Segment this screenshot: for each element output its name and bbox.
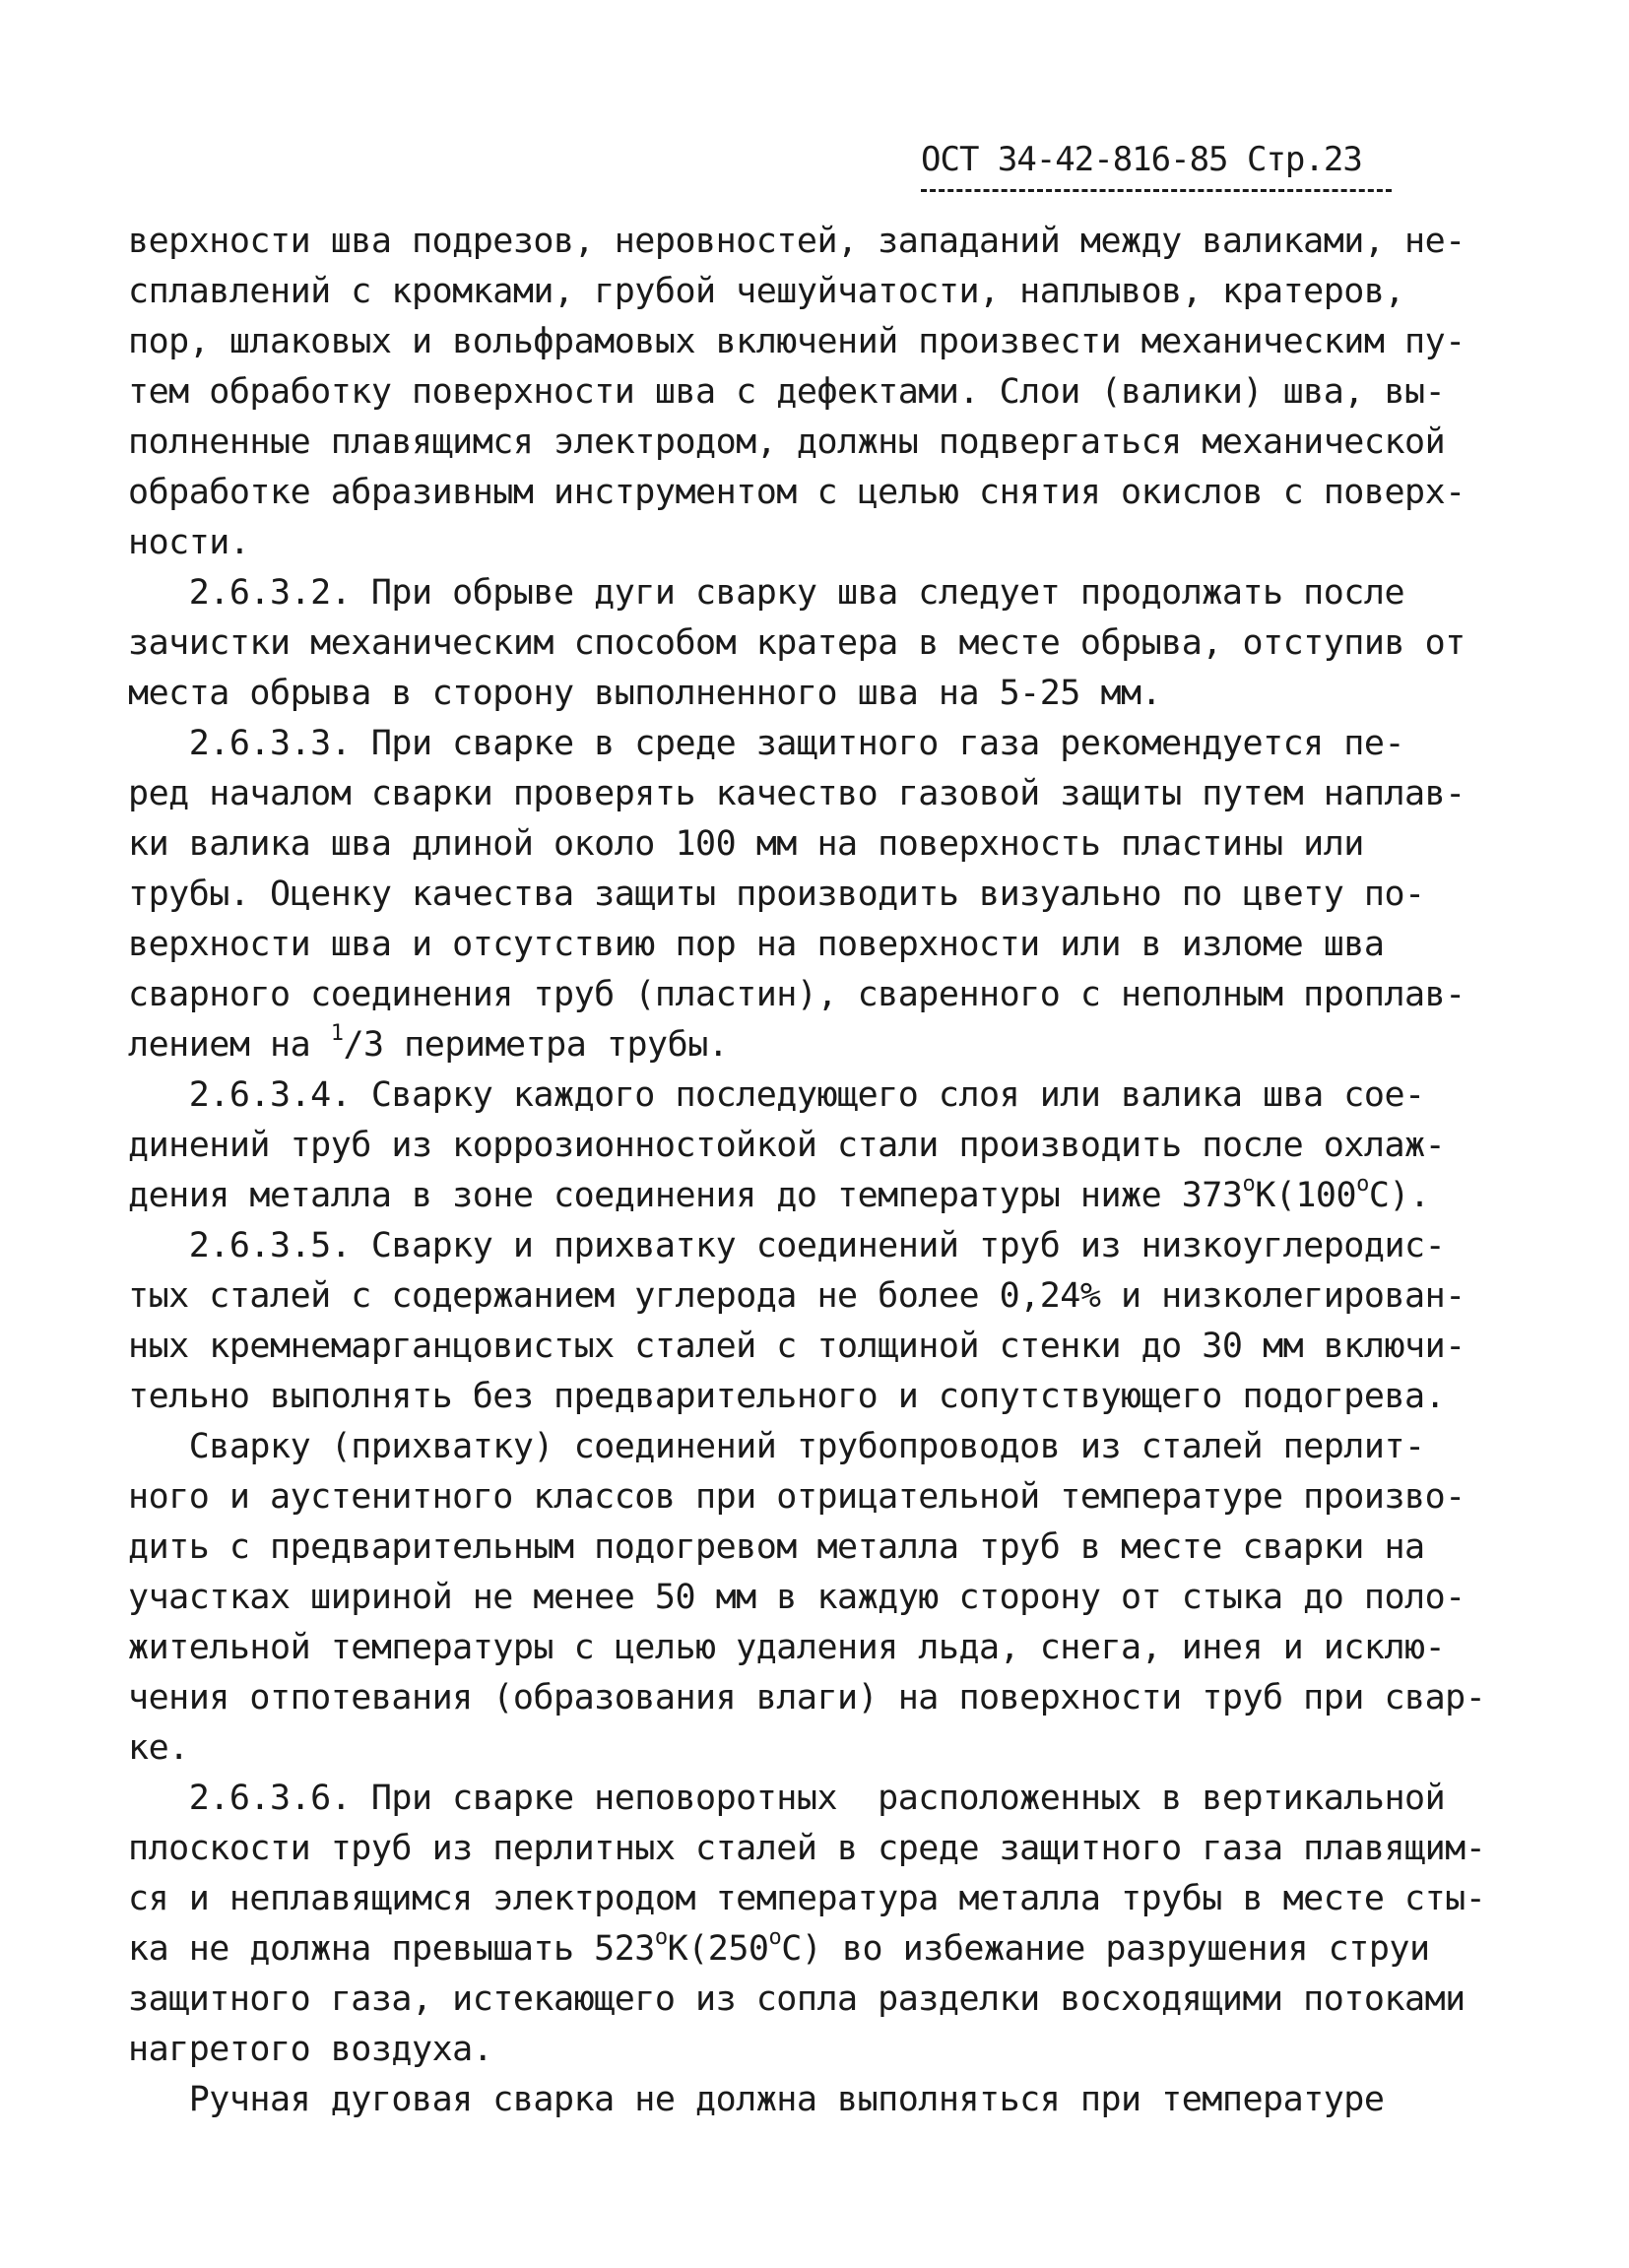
text-line: сварного соединения труб (пластин), сваренного с неполным проплав- — [128, 975, 1466, 1014]
text-fragment: С) во избежание разрушения струи — [781, 1929, 1430, 1969]
text-line: тых сталей с содержанием углерода не более 0,24% и низколегирован- — [128, 1276, 1466, 1316]
text-line: ного и аустенитного классов при отрицательной температуре произво- — [128, 1477, 1466, 1517]
text-line — [128, 1924, 1507, 1975]
text-line: трубы. Оценку качества защиты производить визуально по цвету по- — [128, 875, 1425, 914]
text-line: ности. — [128, 523, 250, 562]
text-line: нагретого воздуха. — [128, 2030, 493, 2069]
text-line: 2.6.3.2. При обрыве дуги сварку шва следует продолжать после — [128, 573, 1405, 613]
text-line: защитного газа, истекающего из сопла разделки восходящими потоками — [128, 1979, 1466, 2019]
text-line: ки валика шва длиной около 100 мм на поверхность пластины или — [128, 824, 1364, 864]
text-line: участках шириной не менее 50 мм в каждую сторону от стыка до поло- — [128, 1578, 1466, 1617]
text-line: 2.6.3.5. Сварку и прихватку соединений труб из низкоуглеродис- — [128, 1226, 1446, 1265]
text-line — [128, 1020, 1507, 1070]
superscript: о — [1242, 1172, 1256, 1197]
text-fragment: дения металла в зоне соединения до температуры ниже 373 — [128, 1176, 1243, 1215]
text-line: Сварку (прихватку) соединений трубопроводов из сталей перлит- — [128, 1427, 1425, 1466]
text-line: ред началом сварки проверять качество газовой защиты путем наплав- — [128, 774, 1466, 813]
text-line: ся и неплавящимся электродом температура металла трубы в месте сты- — [128, 1879, 1486, 1918]
text-line: 2.6.3.6. При сварке неповоротных расположенных в вертикальной — [128, 1779, 1446, 1818]
text-fragment: К(100 — [1255, 1176, 1357, 1215]
text-line: обработке абразивным инструментом с целью снятия окислов с поверх- — [128, 473, 1466, 512]
superscript: о — [654, 1925, 668, 1950]
text-line: 2.6.3.4. Сварку каждого последующего слоя или валика шва сое- — [128, 1075, 1425, 1115]
text-fragment: лением на — [128, 1025, 331, 1065]
text-line: места обрыва в сторону выполненного шва на 5-25 мм. — [128, 674, 1162, 713]
text-fragment: ка не должна превышать 523 — [128, 1929, 655, 1969]
superscript: 1 — [330, 1021, 344, 1046]
text-line: дить с предварительным подогревом металла труб в месте сварки на — [128, 1527, 1425, 1567]
text-line: Ручная дуговая сварка не должна выполняться при температуре — [128, 2080, 1385, 2119]
text-fragment: С). — [1368, 1176, 1430, 1215]
text-line: пор, шлаковых и вольфрамовых включений произвести механическим пу- — [128, 322, 1466, 361]
text-line: ных кремнемарганцовистых сталей с толщиной стенки до 30 мм включи- — [128, 1327, 1466, 1366]
text-line: верхности шва подрезов, неровностей, западаний между валиками, не- — [128, 222, 1466, 261]
text-line: плоскости труб из перлитных сталей в среде защитного газа плавящим- — [128, 1829, 1486, 1868]
text-line: чения отпотевания (образования влаги) на поверхности труб при свар- — [128, 1678, 1486, 1717]
text-line: сплавлений с кромками, грубой чешуйчатости, наплывов, кратеров, — [128, 272, 1405, 311]
text-line: динений труб из коррозионностойкой стали производить после охлаж- — [128, 1126, 1446, 1165]
text-line: жительной температуры с целью удаления льда, снега, инея и исклю- — [128, 1628, 1446, 1667]
text-line: тем обработку поверхности шва с дефектами. Слои (валики) шва, вы- — [128, 372, 1446, 412]
text-line: зачистки механическим способом кратера в месте обрыва, отступив от — [128, 623, 1466, 663]
text-line: верхности шва и отсутствию пор на поверхности или в изломе шва — [128, 925, 1385, 964]
superscript: о — [768, 1925, 782, 1950]
text-line: полненные плавящимся электродом, должны подвергаться механической — [128, 422, 1446, 462]
text-line — [128, 1171, 1507, 1221]
header-underline — [921, 189, 1392, 192]
body-text — [128, 217, 1507, 2125]
text-line: ке. — [128, 1728, 189, 1768]
text-line: 2.6.3.3. При сварке в среде защитного газа рекомендуется пе- — [128, 724, 1405, 763]
text-fragment: /3 периметра трубы. — [343, 1025, 729, 1065]
superscript: о — [1356, 1172, 1369, 1197]
text-fragment: К(250 — [667, 1929, 769, 1969]
document-header: ОСТ 34-42-816-85 Стр.23 — [921, 140, 1362, 179]
text-line: тельно выполнять без предварительного и сопутствующего подогрева. — [128, 1377, 1446, 1416]
